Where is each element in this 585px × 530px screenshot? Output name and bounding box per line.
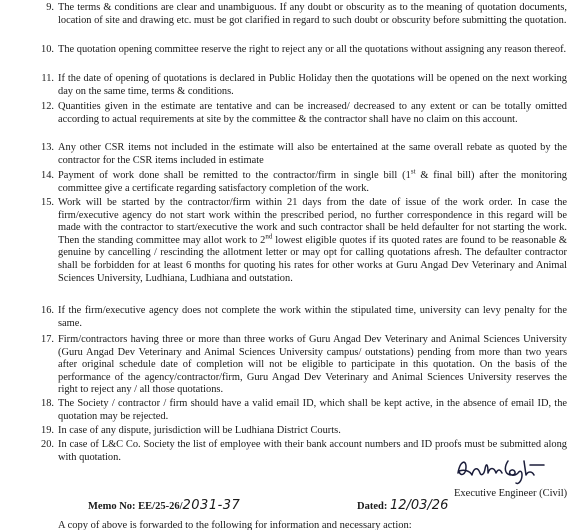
handwritten-signature bbox=[454, 453, 550, 487]
dated-handwritten-date: 12/03/26 bbox=[389, 498, 449, 513]
clause-number: 17. bbox=[41, 334, 54, 345]
clause-17 bbox=[41, 334, 567, 397]
clause-12 bbox=[41, 101, 567, 126]
clause-11 bbox=[41, 73, 567, 98]
clause-14 bbox=[41, 167, 567, 195]
clause-text: The quotation opening committee reserve the right to reject any or all the quotations without assigning any reason thereof. bbox=[58, 44, 567, 55]
memo-date bbox=[357, 498, 448, 513]
clause-text: Any other CSR items not included in the estimate will also be entertained at the same overall rebate as quoted by the contractor for the CSR items included in estimate bbox=[58, 142, 567, 166]
clause-text: In case of any dispute, jurisdiction will be Ludhiana District Courts. bbox=[58, 425, 341, 436]
clause-number: 20. bbox=[41, 439, 54, 450]
clause-text: The Society / contractor / firm should have a valid email ID, which shall be kept active, in the absence of email ID, the quotation may be rejected. bbox=[58, 398, 567, 422]
clause-text: If the date of opening of quotations is declared in Public Holiday then the quotations will be opened on the next working day on the same time, terms & conditions. bbox=[58, 73, 567, 97]
clause-text: Work will be started by the contractor/firm within 21 days from the date of issue of the work order. In case the firm/executive agency do not start work within the prescribed period, no further correspondence in this regard will be made with the contractor to start/executive the work and such contractor shall be held defaulter for not starting the work. Then the standing committee may allot work to 2nd lowest eligible quotes if its quoted rates are found to be reasonable & genuine by cancelling / rescinding the allotment letter or may opt for calling quotations afresh. The defaulter contractor shall be forbidden for at least 6 months for quoting his rates for other works at Guru Angad Dev Veterinary and Animal Sciences University, Ludhiana, Ludhiana and outstation. bbox=[58, 197, 567, 284]
clause-18 bbox=[41, 398, 567, 423]
clause-text: Quantities given in the estimate are tentative and can be increased/ decreased to any extent or can be totally omitted according to actual requirements at site by the committee & the contractor shall have no claim on this account. bbox=[58, 101, 567, 125]
clause-number: 12. bbox=[41, 101, 54, 112]
clause-10 bbox=[41, 44, 567, 57]
clause-number: 15. bbox=[41, 197, 54, 208]
clause-text: If the firm/executive agency does not complete the work within the stipulated time, university can levy penalty for the same. bbox=[58, 305, 567, 329]
clause-19 bbox=[41, 425, 567, 438]
clause-text: In case of L&C Co. Society the list of employee with their bank account numbers and ID proofs must be submitted along with quotation. bbox=[58, 439, 567, 463]
signatory-designation: Executive Engineer (Civil) bbox=[454, 488, 568, 499]
clause-text: The terms & conditions are clear and unambiguous. If any doubt or obscurity as to the meaning of quotation documents, location of site and drawing etc. must be got clarified in regard to such doubt or obscurity before submitting the quotation. bbox=[58, 2, 567, 26]
clause-number: 19. bbox=[41, 425, 54, 436]
clause-number: 18. bbox=[41, 398, 54, 409]
clause-text: Firm/contractors having three or more than three works of Guru Angad Dev Veterinary and Animal Sciences University (Guru Angad Dev Veterinary and Animal Sciences University campus/ outstations) pending from more than two years after original schedule date of completion will not be eligible to participate in this quotation. On the basis of the performance of the agency/contractor/firm, Guru Angad Dev Veterinary and Animal Sciences University reserves the right to reject any / all those quotations. bbox=[58, 334, 567, 396]
clause-13 bbox=[41, 142, 567, 167]
clause-number: 13. bbox=[41, 142, 54, 153]
memo-handwritten-number: 2031-37 bbox=[182, 498, 241, 513]
clause-text: Payment of work done shall be remitted to the contractor/firm in single bill (1st & final bill) after the monitoring committee give a certificate regarding satisfactory completion of the work. bbox=[58, 167, 567, 194]
clause-number: 16. bbox=[41, 305, 54, 316]
clause-number: 11. bbox=[41, 73, 54, 84]
clause-number: 9. bbox=[46, 2, 54, 13]
dated-label: Dated: bbox=[357, 501, 388, 512]
memo-label: Memo No: EE/25-26/ bbox=[88, 501, 183, 512]
clause-number: 14. bbox=[41, 170, 54, 181]
memo-number bbox=[88, 498, 240, 513]
clause-number: 10. bbox=[41, 44, 54, 55]
clause-9 bbox=[46, 2, 567, 27]
clause-16 bbox=[41, 305, 567, 330]
forwarding-note: A copy of above is forwarded to the following for information and necessary action: bbox=[58, 520, 412, 530]
clause-15 bbox=[41, 197, 567, 285]
